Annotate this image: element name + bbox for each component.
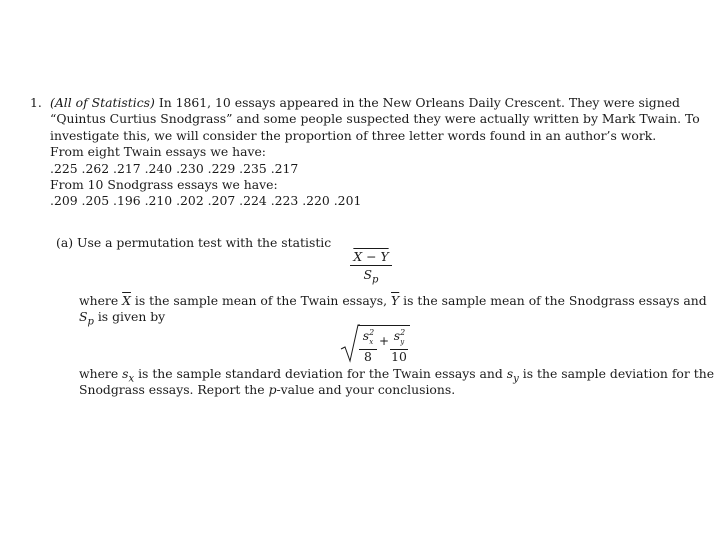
fraction-bar xyxy=(350,265,392,266)
statistic-numerator xyxy=(350,249,392,264)
problem-line-2: “Quintus Curtius Snodgrass” and some people suspected they were actually written by Mark Twain. To xyxy=(50,111,700,126)
part-a-label: (a) xyxy=(56,235,74,250)
sy-symbol: s xyxy=(506,366,514,381)
statistic-denominator-sub: p xyxy=(372,274,379,286)
x-bar: $\overline{X}$ xyxy=(122,293,131,308)
p-symbol: p xyxy=(268,382,277,397)
where-line-4-a: Snodgrass essays. Report the xyxy=(79,382,269,397)
sqrt-num-1 xyxy=(359,327,377,348)
snodgrass-data: .209 .205 .196 .210 .202 .207 .224 .223 .220 .201 xyxy=(50,193,362,208)
y-bar: $\overline{Y}$ xyxy=(391,293,400,308)
where-line-1-a: where xyxy=(79,293,123,308)
part-a-intro-line xyxy=(56,235,331,251)
sqrt-expression xyxy=(340,323,410,363)
radical-sign xyxy=(340,323,360,363)
problem-number: 1. xyxy=(30,95,42,110)
sqrt-num-1-s: s xyxy=(362,328,370,344)
sqrt-num-1-sub: x xyxy=(369,337,374,346)
radical-bar xyxy=(358,325,410,326)
sqrt-num-2-sup: 2 xyxy=(400,328,406,337)
sx-subscript: x xyxy=(128,373,135,385)
where-line-3-a: where xyxy=(79,366,123,381)
where-line-1-b: is the sample mean of the Twain essays, xyxy=(130,293,392,308)
statistic-numerator-text: X − Y xyxy=(353,249,389,264)
sqrt-num-2 xyxy=(390,327,408,348)
sqrt-num-1-sup: 2 xyxy=(369,328,375,337)
twain-data: .225 .262 .217 .240 .230 .229 .235 .217 xyxy=(50,161,299,176)
problem-line-1-text: In 1861, 10 essays appeared in the New Orleans Daily Crescent. They were signed xyxy=(154,95,680,110)
where-line-2-rest: is given by xyxy=(93,309,166,324)
statistic-denominator-s: S xyxy=(363,267,373,282)
twain-heading: From eight Twain essays we have: xyxy=(50,144,266,159)
sp-subscript: p xyxy=(87,316,94,328)
statistic-fraction xyxy=(350,249,392,287)
where-line-1-c: is the sample mean of the Snodgrass essays and xyxy=(399,293,707,308)
sx-symbol: s xyxy=(122,366,129,381)
where-line-1 xyxy=(79,293,707,309)
where-line-4 xyxy=(79,382,455,398)
sy-subscript: y xyxy=(513,373,519,385)
sqrt-den-2: 10 xyxy=(391,348,407,364)
where-line-2 xyxy=(79,309,165,330)
statistic-denominator xyxy=(350,267,392,287)
problem-line-3: investigate this, we will consider the proportion of three letter words found in an author’s work. xyxy=(50,128,657,143)
problem-line-1 xyxy=(50,95,680,111)
where-line-3-b: is the sample standard deviation for the Twain essays and xyxy=(134,366,507,381)
sqrt-fraction-1 xyxy=(359,327,377,363)
snodgrass-heading: From 10 Snodgrass essays we have: xyxy=(50,177,278,192)
sqrt-num-2-sub: y xyxy=(400,337,405,346)
plus-sign: + xyxy=(379,334,390,348)
where-line-4-b: -value and your conclusions. xyxy=(276,382,456,397)
where-line-3-c: is the sample deviation for the xyxy=(518,366,715,381)
sqrt-fraction-2 xyxy=(390,327,408,363)
part-a-intro: Use a permutation test with the statistic xyxy=(77,235,332,250)
sp-symbol: S xyxy=(79,309,88,324)
problem-source: (All of Statistics) xyxy=(50,95,155,110)
sqrt-num-2-s: s xyxy=(393,328,401,344)
sqrt-den-1: 8 xyxy=(364,348,372,364)
